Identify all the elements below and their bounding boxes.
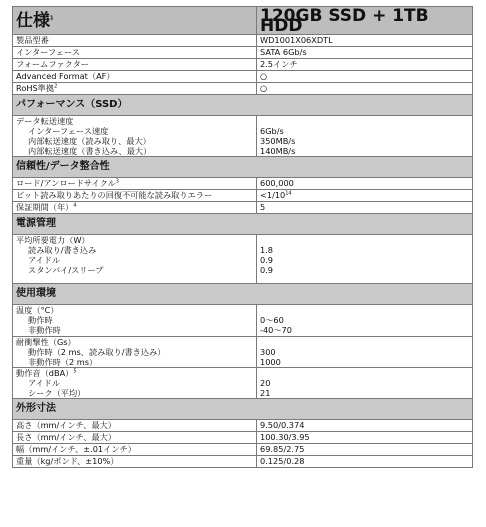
spec-label: [16, 265, 253, 275]
spec-label-text: RoHS準拠: [16, 83, 55, 93]
spec-label-text: 動作音（dBA）: [16, 368, 74, 378]
spec-label: [16, 126, 253, 136]
spec-label-cell: [13, 59, 257, 71]
spec-row: [13, 305, 473, 337]
spec-row: [13, 190, 473, 202]
spec-label-text: アイドル: [28, 255, 61, 265]
spec-label: [16, 378, 253, 388]
spec-title-footnote: 1: [50, 14, 54, 21]
spec-row: [13, 71, 473, 83]
spec-row: [13, 432, 473, 444]
spec-row: [13, 202, 473, 214]
spec-label-text: スタンバイ/スリープ: [28, 265, 104, 275]
spec-label-cell: [13, 444, 257, 456]
spec-label: [16, 444, 253, 454]
spec-label-text: インターフェース速度: [28, 126, 109, 136]
spec-label-cell: [13, 337, 257, 368]
spec-value: 21: [260, 388, 271, 398]
spec-label: [16, 116, 253, 126]
footnote-mark: 4: [73, 202, 77, 209]
spec-row: [13, 35, 473, 47]
spec-label-text: 非動作時: [28, 325, 61, 335]
spec-value: 600,000: [260, 178, 294, 188]
section-header: [13, 95, 473, 116]
spec-title: [13, 7, 257, 35]
spec-value: [260, 235, 469, 245]
spec-label: [16, 325, 253, 335]
spec-label: [16, 255, 253, 265]
spec-label: [16, 59, 253, 69]
spec-label: [16, 315, 253, 325]
spec-value-cell: [257, 178, 473, 190]
spec-value-cell: [257, 305, 473, 337]
section-header: [13, 284, 473, 305]
spec-value: 69.85/2.75: [260, 444, 305, 454]
spec-value: 0.9: [260, 255, 274, 265]
spec-row: [13, 337, 473, 368]
spec-value: ○: [260, 71, 268, 81]
footnote-mark: 5: [73, 368, 77, 375]
section-title: 使用環境: [13, 284, 473, 305]
spec-label-cell: [13, 235, 257, 284]
spec-value: 350MB/s: [260, 136, 296, 146]
spec-label-cell: [13, 432, 257, 444]
spec-row: [13, 368, 473, 399]
spec-label: [16, 178, 253, 188]
spec-row: [13, 444, 473, 456]
spec-label-cell: [13, 116, 257, 157]
spec-value-cell: [257, 190, 473, 202]
spec-label-text: アイドル: [28, 378, 61, 388]
spec-row: [13, 47, 473, 59]
section-title: 信頼性/データ整合性: [13, 157, 473, 178]
spec-label-text: 幅（mm/インチ、±.01インチ）: [16, 444, 136, 454]
spec-label-text: 重量（kg/ポンド、±10%）: [16, 456, 119, 466]
footnote-mark: 3: [115, 178, 119, 185]
spec-value-cell: [257, 116, 473, 157]
footnote-mark: 2: [54, 83, 58, 90]
spec-value: 2.5インチ: [260, 59, 298, 69]
spec-label-text: 非動作時（2 ms）: [28, 357, 98, 367]
spec-label-text: 保証期間（年）: [16, 202, 74, 212]
spec-label-cell: [13, 83, 257, 95]
spec-value-cell: [257, 71, 473, 83]
section-title: 電源管理: [13, 214, 473, 235]
spec-label-cell: [13, 71, 257, 83]
spec-label: [16, 432, 253, 442]
spec-value-cell: [257, 337, 473, 368]
spec-label-text: Advanced Format（AF）: [16, 71, 115, 81]
spec-label: [16, 357, 253, 367]
spec-label-text: 耐衝撃性（Gs）: [16, 337, 76, 347]
spec-label-text: フォームファクター: [16, 59, 89, 69]
spec-label-text: データ転送速度: [16, 116, 74, 126]
spec-label-text: 動作時（2 ms、読み取り/書き込み）: [28, 347, 166, 357]
spec-value-cell: [257, 456, 473, 468]
spec-value-cell: [257, 235, 473, 284]
spec-label-text: 長さ（mm/インチ、最大）: [16, 432, 117, 442]
spec-label-text: 読み取り/書き込み: [28, 245, 97, 255]
spec-value: -40〜70: [260, 325, 292, 335]
section-title: 外形寸法: [13, 399, 473, 420]
spec-label: [16, 347, 253, 357]
spec-label-text: 平均所要電力（W）: [16, 235, 90, 245]
spec-value: SATA 6Gb/s: [260, 47, 307, 57]
spec-value: [260, 116, 469, 126]
spec-label-text: インターフェース: [16, 47, 80, 57]
spec-label: [16, 388, 253, 398]
spec-label-cell: [13, 178, 257, 190]
spec-value: 1.8: [260, 245, 274, 255]
spec-value-cell: [257, 83, 473, 95]
spec-label: [16, 146, 253, 156]
spec-label-text: 内部転送速度（読み取り、最大）: [28, 136, 151, 146]
spec-value: 0.9: [260, 265, 274, 275]
spec-value: 0〜60: [260, 315, 284, 325]
spec-label-cell: [13, 368, 257, 399]
model-title: 120GB SSD + 1TB HDD: [257, 7, 473, 35]
spec-label-text: 温度（°C）: [16, 305, 59, 315]
spec-value: ○: [260, 83, 268, 93]
spec-label-cell: [13, 190, 257, 202]
spec-value: 9.50/0.374: [260, 420, 305, 430]
spec-label-text: シーク（平均）: [28, 388, 86, 398]
spec-value: 5: [260, 202, 266, 212]
spec-value: 6Gb/s: [260, 126, 284, 136]
spec-value: 300: [260, 347, 276, 357]
spec-header-row: [13, 7, 473, 35]
spec-label-cell: [13, 420, 257, 432]
spec-label: [16, 368, 253, 378]
spec-row: [13, 83, 473, 95]
spec-label-cell: [13, 35, 257, 47]
spec-label: [16, 71, 253, 81]
spec-label-cell: [13, 202, 257, 214]
spec-label: [16, 245, 253, 255]
spec-label-text: ビット読み取りあたりの回復不可能な読み取りエラー: [16, 190, 213, 200]
spec-label: [16, 83, 253, 93]
spec-value-cell: [257, 47, 473, 59]
spec-value-cell: [257, 432, 473, 444]
spec-label-text: 高さ（mm/インチ、最大）: [16, 420, 117, 430]
spec-value: 100.30/3.95: [260, 432, 310, 442]
spec-label-text: 動作時: [28, 315, 53, 325]
spec-title-text: 仕様: [16, 10, 50, 31]
spec-label-cell: [13, 47, 257, 59]
spec-value-cell: [257, 59, 473, 71]
spec-value: 0.125/0.28: [260, 456, 305, 466]
spec-value: 1000: [260, 357, 281, 367]
section-title: パフォーマンス（SSD）: [13, 95, 473, 116]
spec-value: [260, 368, 469, 378]
spec-row: [13, 116, 473, 157]
section-header: [13, 157, 473, 178]
spec-label-text: ロード/アンロードサイクル: [16, 178, 116, 188]
spec-value-cell: [257, 202, 473, 214]
spec-row: [13, 456, 473, 468]
spec-label-cell: [13, 305, 257, 337]
spec-value-cell: [257, 420, 473, 432]
spec-value: $<1/10^{14}$: [260, 190, 292, 200]
spec-row: [13, 235, 473, 284]
spec-label: [16, 35, 253, 45]
spec-label: [16, 305, 253, 315]
spec-value: 20: [260, 378, 271, 388]
spec-label-text: 製品型番: [16, 35, 49, 45]
spec-row: [13, 178, 473, 190]
spec-value: WD1001X06XDTL: [260, 35, 333, 45]
spec-value: [260, 337, 469, 347]
spec-label: [16, 420, 253, 430]
section-header: [13, 214, 473, 235]
spec-label: [16, 337, 253, 347]
spec-value: 140MB/s: [260, 146, 296, 156]
spec-label: [16, 235, 253, 245]
spec-label: [16, 456, 253, 466]
spec-table: [12, 6, 473, 468]
section-header: [13, 399, 473, 420]
spec-value: [260, 305, 469, 315]
spec-label-text: 内部転送速度（書き込み、最大）: [28, 146, 152, 156]
spec-value-cell: [257, 368, 473, 399]
spec-label: [16, 47, 253, 57]
spec-row: [13, 420, 473, 432]
spec-label: [16, 136, 253, 146]
spec-row: [13, 59, 473, 71]
value-exponent: 14: [285, 190, 292, 197]
spec-label: [16, 190, 253, 200]
spec-value-cell: [257, 35, 473, 47]
spec-label-cell: [13, 456, 257, 468]
spec-label: [16, 202, 253, 212]
spec-value-cell: [257, 444, 473, 456]
